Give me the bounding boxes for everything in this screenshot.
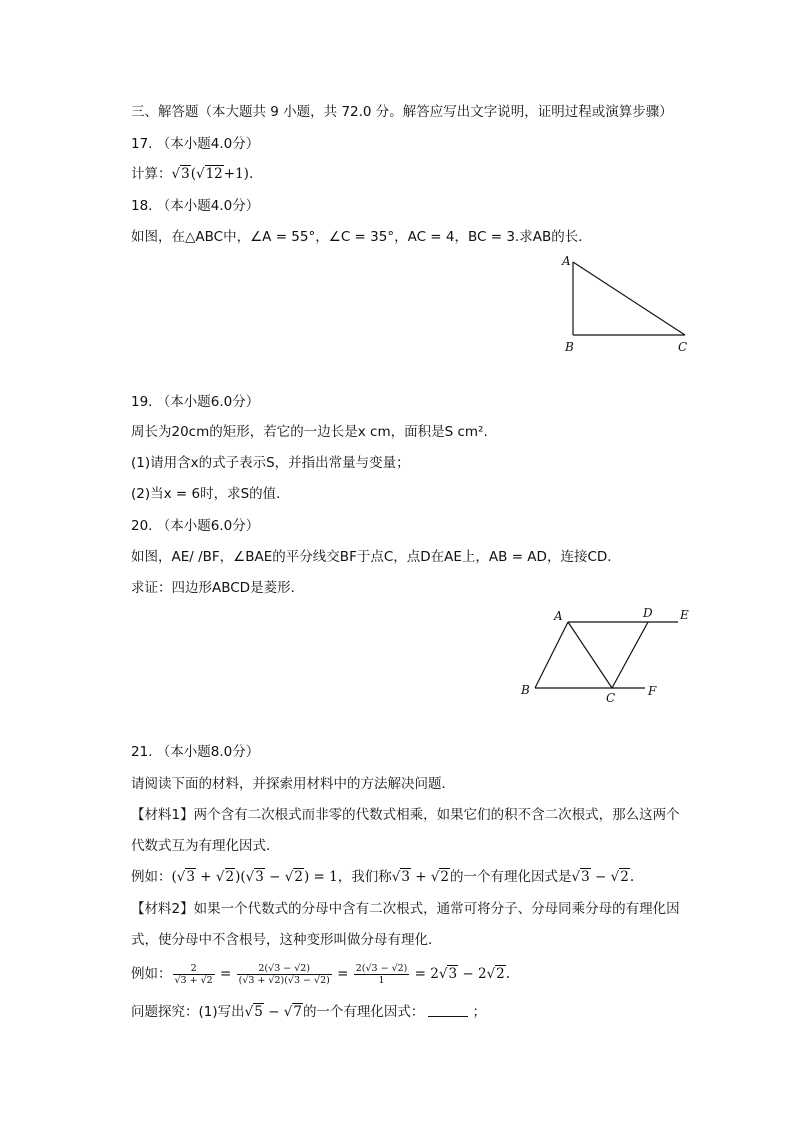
q20-statement: 如图，AE/ /BF，∠BAE的平分线交BF于点C，点D在AE上，AB = AD，连接CD． <box>131 549 621 565</box>
q20-segment-ac <box>568 622 612 688</box>
q18-label-c: C <box>678 340 688 354</box>
q21-question1: 问题探究：(1)写出√5 − √7的一个有理化因式： ； <box>131 1004 486 1020</box>
q20-label-a: A <box>554 609 563 623</box>
q21-example2-prefix: 例如： <box>131 966 172 982</box>
q20-score: （本小题6.0分） <box>156 518 260 534</box>
q19-number: 19. <box>131 394 153 410</box>
q19-score: （本小题6.0分） <box>156 394 260 410</box>
q20-label-e: E <box>680 608 689 622</box>
q17-prefix: 计算： <box>131 166 172 182</box>
q21-question-tail: ； <box>472 1004 486 1020</box>
answer-blank[interactable] <box>428 1004 468 1017</box>
q17-number: 17. <box>131 136 153 152</box>
q18-text <box>131 228 592 246</box>
q21-example2-frac2: $\frac{2(√3 - √2)}{(√3 + √2)(√3 - √2)}$ <box>238 962 330 986</box>
q20-label-c: C <box>606 691 616 705</box>
q19-statement: 周长为20cm的矩形，若它的一边长是x cm，面积是S cm². <box>131 424 488 440</box>
q20-prove-text: 求证：四边形ABCD是菱形． <box>131 580 305 596</box>
q18-header <box>131 197 259 215</box>
q18-statement: 如图，在△ABC中，∠A = 55°，∠C = 35°，AC = 4，BC = 3.求AB的长． <box>131 229 592 245</box>
q19-part1 <box>131 454 410 472</box>
section-heading <box>131 103 673 121</box>
q18-label-a: A <box>562 254 571 268</box>
section-heading-text: 三、解答题（本大题共 9 小题，共 72.0 分。解答应写出文字说明，证明过程或演算步骤） <box>131 104 673 120</box>
q20-text <box>131 548 621 566</box>
q21-example1-mid: ，我们称 <box>337 869 392 885</box>
q18-label-b: B <box>565 340 574 354</box>
q17-body: 计算：√3(√12+1). <box>131 166 254 182</box>
q21-question-prefix: 问题探究：(1)写出 <box>131 1004 245 1020</box>
q20-side-cd <box>612 622 648 688</box>
q21-intro <box>131 775 455 793</box>
q19-header <box>131 393 259 411</box>
q20-side-ab <box>535 622 568 688</box>
q17-score: （本小题4.0分） <box>156 136 260 152</box>
q20-label-d: D <box>643 606 653 620</box>
q21-example2-frac3: $\frac{2(√3 - √2)}{1}$ <box>355 962 408 986</box>
q18-triangle-figure <box>555 250 705 360</box>
q21-material2-text1: 【材料2】如果一个代数式的分母中含有二次根式，通常可将分子、分母同乘分母的有理化因 <box>131 901 680 917</box>
q20-number: 20. <box>131 518 153 534</box>
q20-header <box>131 517 259 535</box>
q21-material2-text2: 式，使分母中不含根号，这种变形叫做分母有理化． <box>131 932 442 948</box>
q18-score: （本小题4.0分） <box>156 198 260 214</box>
q17-tail: +1). <box>223 166 254 182</box>
q21-header <box>131 743 259 761</box>
q21-score: （本小题8.0分） <box>156 744 260 760</box>
q21-intro-text: 请阅读下面的材料，并探索用材料中的方法解决问题． <box>131 776 455 792</box>
q17-sqrt-b: √12 <box>195 166 223 182</box>
q17-sqrt-a: √3 <box>171 166 190 182</box>
q19-part2-text: (2)当x = 6时，求S的值． <box>131 486 290 502</box>
q21-example2: 例如： $\frac{2}{√3 + √2}$ = $\frac{2(√3 - √2)}{(√3 + √2)(√3 - √2)}$ = $\frac{2(√3 - √2)}{1}$ = 2√3 − 2√2. <box>131 962 511 986</box>
q21-material2-line2 <box>131 931 442 949</box>
q18-side-ac <box>573 262 685 335</box>
q21-example1-mid2: 的一个有理化因式是 <box>450 869 572 885</box>
q19-text <box>131 423 488 441</box>
q18-number: 18. <box>131 198 153 214</box>
q21-number: 21. <box>131 744 153 760</box>
q20-label-b: B <box>521 683 530 697</box>
q21-example1: 例如：(√3 + √2)(√3 − √2) = 1，我们称√3 + √2的一个有理化因式是√3 − √2. <box>131 869 635 885</box>
q21-material1-line2 <box>131 837 280 855</box>
q19-part2 <box>131 485 290 503</box>
q17-header <box>131 135 259 153</box>
q19-part1-text: (1)请用含x的式子表示S，并指出常量与变量； <box>131 455 410 471</box>
q20-label-f: F <box>648 684 657 698</box>
q21-question-mid: 的一个有理化因式： <box>302 1004 425 1020</box>
q21-material2-line1 <box>131 900 680 918</box>
q21-material1-text2: 代数式互为有理化因式． <box>131 838 280 854</box>
q20-prove <box>131 579 304 597</box>
q21-material1-text1: 【材料1】两个含有二次根式而非零的代数式相乘，如果它们的积不含二次根式，那么这两个 <box>131 807 680 823</box>
q21-example2-frac1: $\frac{2}{√3 + √2}$ <box>174 962 213 986</box>
q20-rhombus-figure <box>510 600 700 710</box>
q21-example1-prefix: 例如： <box>131 869 172 885</box>
q21-material1-line1 <box>131 806 680 824</box>
